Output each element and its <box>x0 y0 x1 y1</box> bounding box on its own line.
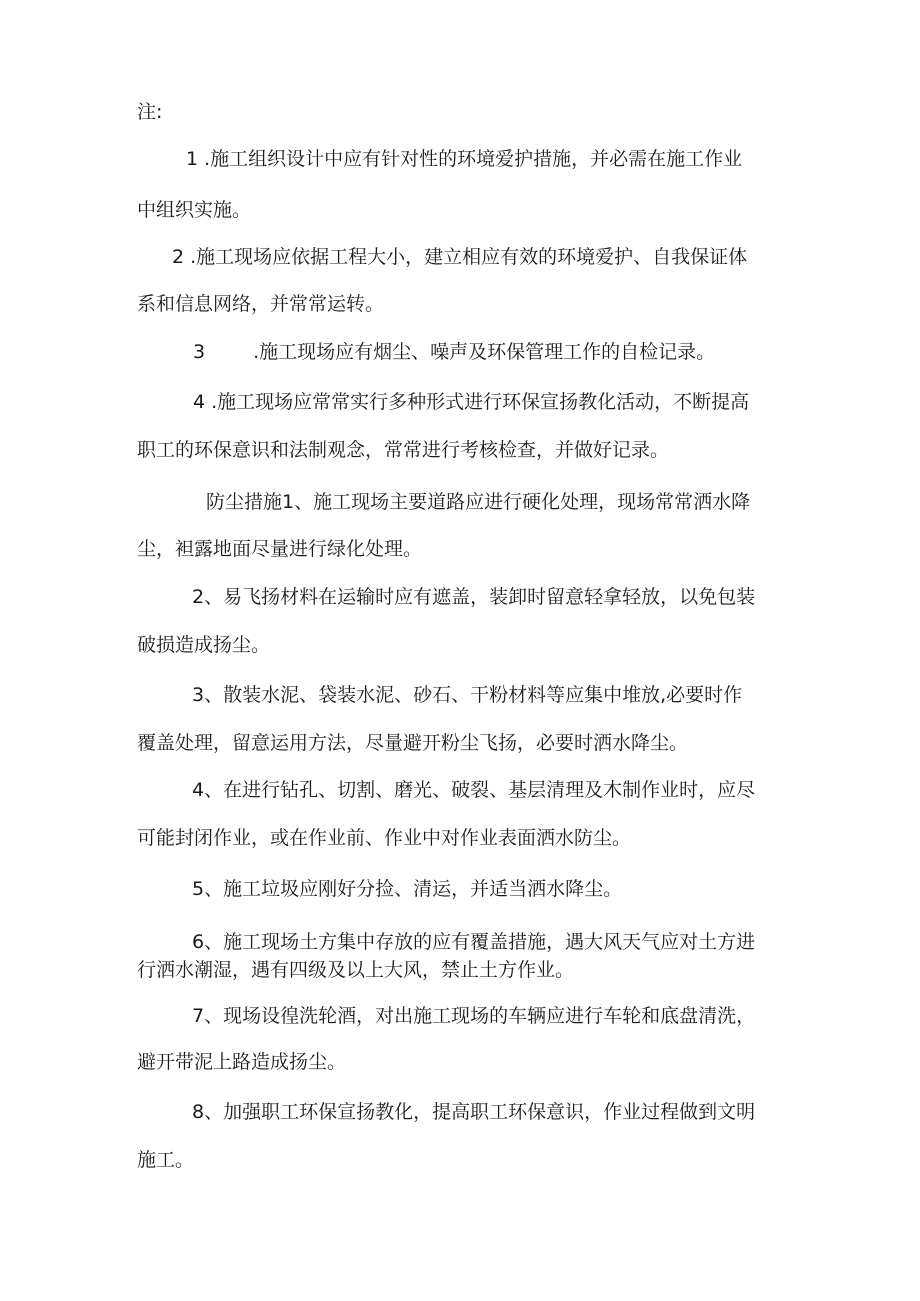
dust-item-5-line-1: 5、施工垃圾应刚好分捡、清运，并适当洒水降尘。 <box>192 878 623 900</box>
dust-heading-line-1: 防尘措施1、施工现场主要道路应进行硬化处理，现场常常洒水降 <box>206 491 751 513</box>
note-item-3-line-1 <box>193 340 715 364</box>
note-item-1-line-1 <box>186 147 742 171</box>
note-item-2-line-2: 系和信息网络，并常常运转。 <box>137 293 385 315</box>
note-item-text: .施工组织设计中应有针对性的环境爱护措施，并必需在施工作业 <box>204 148 743 170</box>
dust-item-2-line-2: 破损造成扬尘。 <box>137 634 271 656</box>
dust-item-2-line-1: 2、易飞扬材料在运输时应有遮盖，装卸时留意轻拿轻放，以免包装 <box>192 586 756 608</box>
dust-item-7-line-2: 避开带泥上路造成扬尘。 <box>137 1051 347 1073</box>
note-item-text: .施工现场应有烟尘、噪声及环保管理工作的自检记录。 <box>253 341 716 363</box>
note-item-4-line-2: 职工的环保意识和法制观念，常常进行考核检查，并做好记录。 <box>137 439 670 461</box>
note-item-number: 2 <box>172 246 185 268</box>
dust-item-7-line-1: 7、现场设徨洗轮酒，对出施工现场的车辆应进行车轮和底盘清洗， <box>192 1005 756 1027</box>
note-item-1-line-2: 中组织实施。 <box>137 199 252 221</box>
dust-item-6-line-2: 行洒水潮湿，遇有四级及以上大风，禁止土方作业。 <box>137 959 575 981</box>
note-item-4-line-1 <box>193 390 749 414</box>
dust-item-4-line-2: 可能封闭作业，或在作业前、作业中对作业表面洒水防尘。 <box>137 827 632 849</box>
dust-item-8-line-1: 8、加强职工环保宣扬教化，提高职工环保意识，作业过程做到文明 <box>192 1101 756 1123</box>
note-label: 注: <box>137 101 163 123</box>
note-item-number: 1 <box>186 148 199 170</box>
dust-item-4-line-1: 4、在进行钻孔、切割、磨光、破裂、基层清理及木制作业时，应尽 <box>192 779 756 801</box>
note-item-2-line-1 <box>172 245 747 269</box>
note-item-number: 4 <box>193 391 206 413</box>
dust-item-3-line-2: 覆盖处理，留意运用方法，尽量避开粉尘飞扬，必要时洒水降尘。 <box>137 732 689 754</box>
dust-heading-line-2: 尘，袒露地面尽量进行绿化处理。 <box>137 538 423 560</box>
dust-item-3-line-1: 3、散装水泥、袋装水泥、砂石、干粉材料等应集中堆放,必要时作 <box>192 684 743 706</box>
dust-item-8-line-2: 施工。 <box>137 1149 195 1171</box>
note-item-text: .施工现场应常常实行多种形式进行环保宣扬教化活动，不断提高 <box>211 391 750 413</box>
note-item-text: .施工现场应依据工程大小，建立相应有效的环境爱护、自我保证体 <box>190 246 748 268</box>
dust-item-6-line-1: 6、施工现场土方集中存放的应有覆盖措施，遇大风天气应对土方进 <box>192 931 756 953</box>
note-item-number: 3 <box>193 341 206 363</box>
